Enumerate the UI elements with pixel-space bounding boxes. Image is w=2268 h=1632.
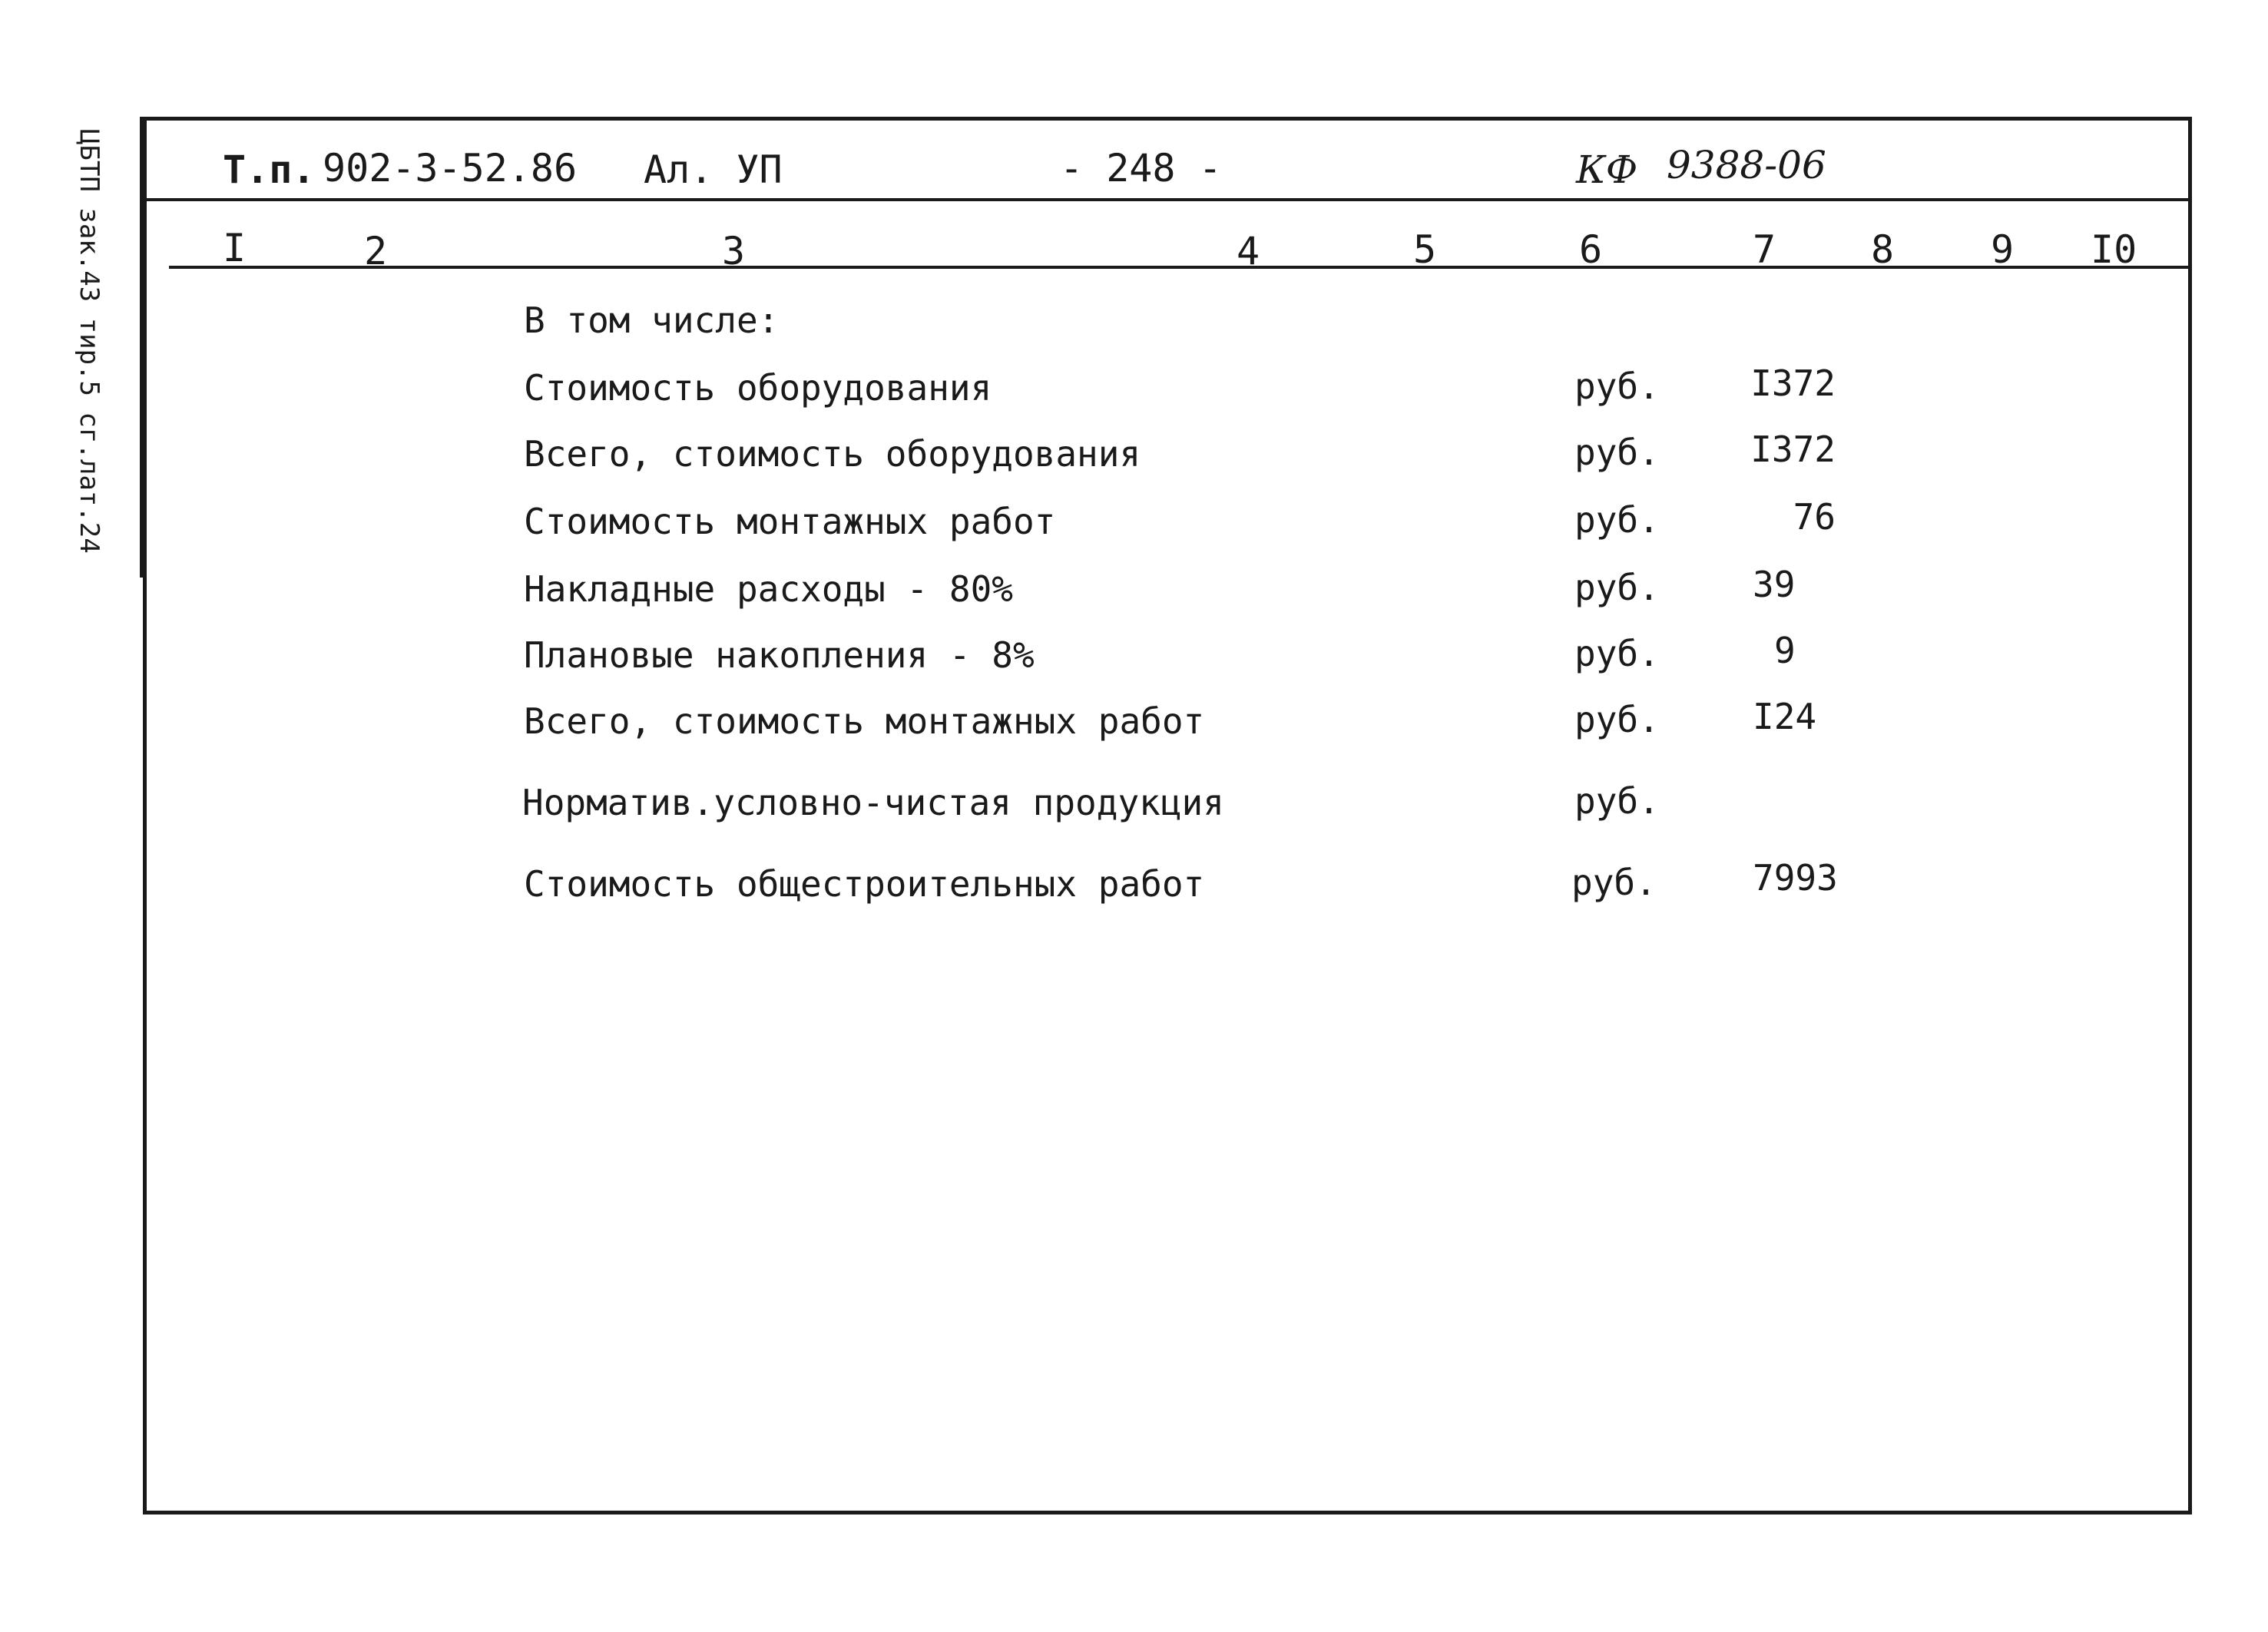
row-unit: руб. [1574, 499, 1660, 541]
row-value: I24 [1753, 696, 1817, 737]
column-number-8: 8 [1871, 227, 1895, 272]
row-label: Стоимость общестроительных работ [524, 863, 1205, 905]
row-unit: руб. [1571, 862, 1657, 903]
row-value: I372 [1750, 429, 1836, 470]
column-number-10: I0 [2091, 227, 2137, 272]
column-number-2: 2 [364, 229, 388, 273]
row-value: 39 [1753, 564, 1796, 605]
row-label: Накладные расходы - 80% [524, 568, 1013, 610]
row-unit: руб. [1574, 567, 1660, 608]
column-number-3: 3 [722, 229, 746, 273]
column-number-5: 5 [1413, 227, 1437, 272]
code-number: 9388-06 [1667, 143, 1826, 187]
series-number: 902-3-52.86 [323, 146, 578, 190]
column-number-1: I [223, 226, 247, 270]
column-number-6: 6 [1579, 227, 1603, 272]
side-stamp: ЦБТП зак.43 тир.5 сг.лат.24 [74, 129, 104, 554]
row-unit: руб. [1574, 432, 1660, 473]
code-prefix: КФ [1576, 147, 1638, 192]
row-unit: руб. [1574, 699, 1660, 740]
row-unit: руб. [1574, 633, 1660, 674]
row-label: Стоимость оборудования [524, 367, 992, 409]
row-label: Плановые накопления - 8% [524, 634, 1035, 676]
column-number-9: 9 [1991, 227, 2015, 272]
album-label: Ал. УП [644, 147, 783, 192]
row-value: 7993 [1753, 857, 1838, 899]
page-number: - 248 - [1060, 146, 1222, 190]
row-unit: руб. [1574, 366, 1660, 407]
row-label: Стоимость монтажных работ [524, 501, 1056, 542]
row-value: I372 [1750, 362, 1836, 404]
row-label: Всего, стоимость монтажных работ [524, 700, 1205, 742]
row-label: Норматив.условно-чистая продукция [522, 782, 1224, 823]
header-rule [143, 198, 2192, 201]
subtitle: В том числе: [524, 300, 780, 341]
row-label: Всего, стоимость оборудования [524, 433, 1141, 475]
row-value: 76 [1793, 496, 1836, 538]
row-unit: руб. [1574, 780, 1660, 822]
row-value: 9 [1774, 630, 1796, 671]
series-label: Т.п. [223, 147, 316, 192]
column-number-4: 4 [1237, 229, 1260, 273]
column-number-7: 7 [1753, 227, 1776, 272]
